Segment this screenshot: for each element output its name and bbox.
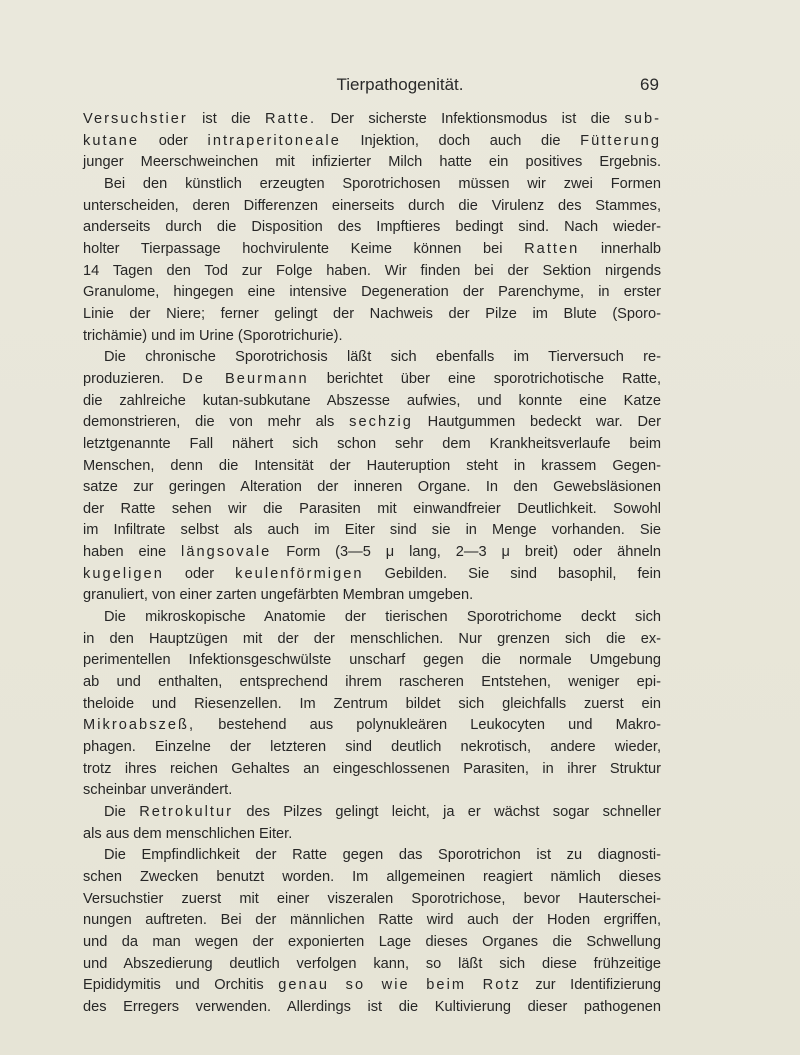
- text-run: produzieren.: [83, 370, 183, 387]
- text-run: haben eine: [83, 544, 182, 561]
- text-line: [83, 326, 661, 348]
- text-line: [83, 997, 661, 1019]
- spaced-emphasis: Mikroabszeß,: [83, 717, 196, 734]
- spaced-emphasis: Retrokultur: [139, 804, 234, 820]
- text-line: [83, 174, 661, 196]
- text-line: [83, 845, 661, 867]
- text-run: phagen. Einzelne der letzteren sind deutlich nekrotisch, andere wieder,: [83, 739, 661, 756]
- spaced-emphasis: intraperitoneale: [207, 132, 341, 149]
- text-line: [83, 824, 661, 846]
- text-line: [83, 499, 661, 521]
- text-run: und Abszedierung deutlich verfolgen kann, so läßt sich diese frühzeitige: [83, 955, 661, 972]
- text-run: anderseits durch die Disposition des Impftieres bedingt sind. Nach wieder-: [83, 219, 661, 236]
- text-line: [83, 369, 661, 391]
- text-run: und da man wegen der exponierten Lage dieses Organes die Schwellung: [83, 933, 661, 950]
- spaced-emphasis: keulenförmigen: [235, 565, 364, 582]
- text-run: 14 Tagen den Tod zur Folge haben. Wir finden bei der Sektion nirgends: [83, 262, 661, 279]
- text-line: [83, 975, 661, 997]
- text-line: [83, 932, 661, 954]
- text-run: ist die: [187, 111, 265, 127]
- text-line: [83, 412, 661, 434]
- text-line: [83, 217, 661, 239]
- text-run: theloide und Riesenzellen. Im Zentrum bildet sich gleichfalls zuerst ein: [83, 695, 661, 712]
- running-title: Tierpathogenität.: [336, 75, 464, 94]
- text-run: Menschen, denn die Intensität der Hauteruption steht in krassem Gegen-: [83, 457, 661, 474]
- text-run: demonstrieren, die von mehr als: [83, 414, 350, 431]
- text-run: im Infiltrate selbst als auch im Eiter sind sie in Menge vorhanden. Sie: [83, 522, 661, 539]
- text-line: [83, 737, 661, 759]
- text-line: [83, 520, 661, 542]
- text-line: [83, 585, 661, 607]
- text-line: [83, 607, 661, 629]
- text-line: [83, 131, 661, 153]
- text-line: [83, 780, 661, 802]
- text-line: [83, 109, 661, 131]
- text-run: Die: [104, 804, 140, 820]
- text-line: [83, 650, 661, 672]
- text-run: bestehend aus polynukleären Leukocyten und Makro-: [195, 717, 661, 734]
- text-line: [83, 152, 661, 174]
- text-run: des Pilzes gelingt leicht, ja er wächst sogar schneller: [233, 804, 661, 820]
- text-line: [83, 456, 661, 478]
- spaced-emphasis: Ratte.: [264, 111, 317, 127]
- text-run: Versuchstier zuerst mit einer viszeralen Sporotrichose, bevor Hauterschei-: [83, 890, 661, 907]
- text-line: [83, 672, 661, 694]
- text-line: [83, 196, 661, 218]
- text-run: schen Zwecken benutzt worden. Im allgemeinen reagiert nämlich dieses: [83, 868, 661, 885]
- text-run: des Erregers verwenden. Allerdings ist die Kultivierung dieser pathogenen: [83, 998, 661, 1015]
- spaced-emphasis: kutane: [83, 132, 140, 149]
- spaced-emphasis: kugeligen: [83, 565, 164, 582]
- text-line: [83, 694, 661, 716]
- text-line: [83, 889, 661, 911]
- spaced-emphasis: Fütterung: [580, 132, 661, 149]
- text-run: berichtet über eine sporotrichotische Ratte,: [308, 370, 661, 387]
- spaced-emphasis: sechzig: [349, 414, 413, 431]
- text-run: Injektion, doch auch die: [340, 132, 581, 149]
- body-text: [83, 109, 661, 1019]
- text-run: Die Empfindlichkeit der Ratte gegen das Sporotrichon ist zu diagnosti-: [104, 847, 661, 864]
- spaced-emphasis: Ratten: [524, 240, 580, 257]
- text-line: [83, 239, 661, 261]
- text-line: [83, 347, 661, 369]
- text-line: [83, 434, 661, 456]
- spaced-emphasis: Versuchstier: [83, 111, 188, 127]
- text-run: zur Identifizierung: [520, 977, 662, 994]
- text-run: Die mikroskopische Anatomie der tierischen Sporotrichome deckt sich: [104, 609, 661, 626]
- text-run: unterscheiden, deren Differenzen einerseits durch die Virulenz des Stammes,: [83, 197, 661, 214]
- text-line: [83, 477, 661, 499]
- text-line: [83, 629, 661, 651]
- text-run: Bei den künstlich erzeugten Sporotrichosen müssen wir zwei Formen: [104, 175, 661, 192]
- text-run: trotz ihres reichen Gehaltes an eingeschlossenen Parasiten, in ihrer Struktur: [83, 760, 661, 777]
- text-run: Gebilden. Sie sind basophil, fein: [363, 565, 661, 582]
- text-line: [83, 282, 661, 304]
- text-run: Linie der Niere; ferner gelingt der Nachweis der Pilze im Blute (Sporo-: [83, 305, 661, 322]
- text-run: Granulome, hingegen eine intensive Degeneration der Parenchyme, in erster: [83, 284, 661, 301]
- text-run: junger Meerschweinchen mit infizierter Milch hatte ein positives Ergebnis.: [83, 154, 661, 171]
- text-line: [83, 910, 661, 932]
- text-run: scheinbar unverändert.: [83, 782, 233, 799]
- text-run: Die chronische Sporotrichosis läßt sich ebenfalls im Tierversuch re-: [104, 349, 661, 366]
- page-number: 69: [640, 75, 659, 94]
- text-run: innerhalb: [579, 240, 661, 257]
- text-run: holter Tierpassage hochvirulente Keime können bei: [83, 240, 525, 257]
- text-run: trichämie) und im Urine (Sporotrichurie).: [83, 327, 343, 344]
- text-line: [83, 759, 661, 781]
- text-line: [83, 715, 661, 737]
- text-run: Epididymitis und Orchitis: [83, 977, 279, 994]
- spaced-emphasis: De Beurmann: [182, 370, 309, 387]
- text-line: [83, 304, 661, 326]
- text-run: Der sicherste Infektionsmodus ist die: [316, 111, 625, 127]
- text-run: oder: [139, 132, 208, 149]
- text-run: perimentellen Infektionsgeschwülste unscharf gegen die normale Umgebung: [83, 652, 661, 669]
- text-line: [83, 867, 661, 889]
- text-line: [83, 802, 661, 824]
- text-run: der Ratte sehen wir die Parasiten mit einwandfreier Deutlichkeit. Sowohl: [83, 500, 661, 517]
- text-run: ab und enthalten, entsprechend ihrem rascheren Entstehen, weniger epi-: [83, 674, 661, 691]
- text-line: [83, 954, 661, 976]
- text-run: satze zur geringen Alteration der inneren Organe. In den Gewebsläsionen: [83, 479, 661, 496]
- text-run: in den Hauptzügen mit der der menschlichen. Nur grenzen sich die ex-: [83, 630, 661, 647]
- text-line: [83, 564, 661, 586]
- spaced-emphasis: sub-: [624, 111, 662, 127]
- text-run: Form (3—5 μ lang, 2—3 μ breit) oder ähneln: [271, 544, 661, 561]
- text-run: letztgenannte Fall nähert sich schon sehr dem Krankheitsverlaufe beim: [83, 435, 661, 452]
- text-run: die zahlreiche kutan-subkutane Abszesse aufwies, und konnte eine Katze: [83, 392, 661, 409]
- text-run: Hautgummen bedeckt war. Der: [412, 414, 661, 431]
- text-run: als aus dem menschlichen Eiter.: [83, 825, 293, 842]
- text-run: nungen auftreten. Bei der männlichen Ratte wird auch der Hoden ergriffen,: [83, 912, 661, 929]
- text-line: [83, 261, 661, 283]
- spaced-emphasis: längsovale: [181, 544, 272, 561]
- text-line: [83, 542, 661, 564]
- text-run: oder: [163, 565, 236, 582]
- text-run: granuliert, von einer zarten ungefärbten Membran umgeben.: [83, 587, 474, 604]
- text-line: [83, 391, 661, 413]
- spaced-emphasis: genau so wie beim Rotz: [278, 977, 521, 994]
